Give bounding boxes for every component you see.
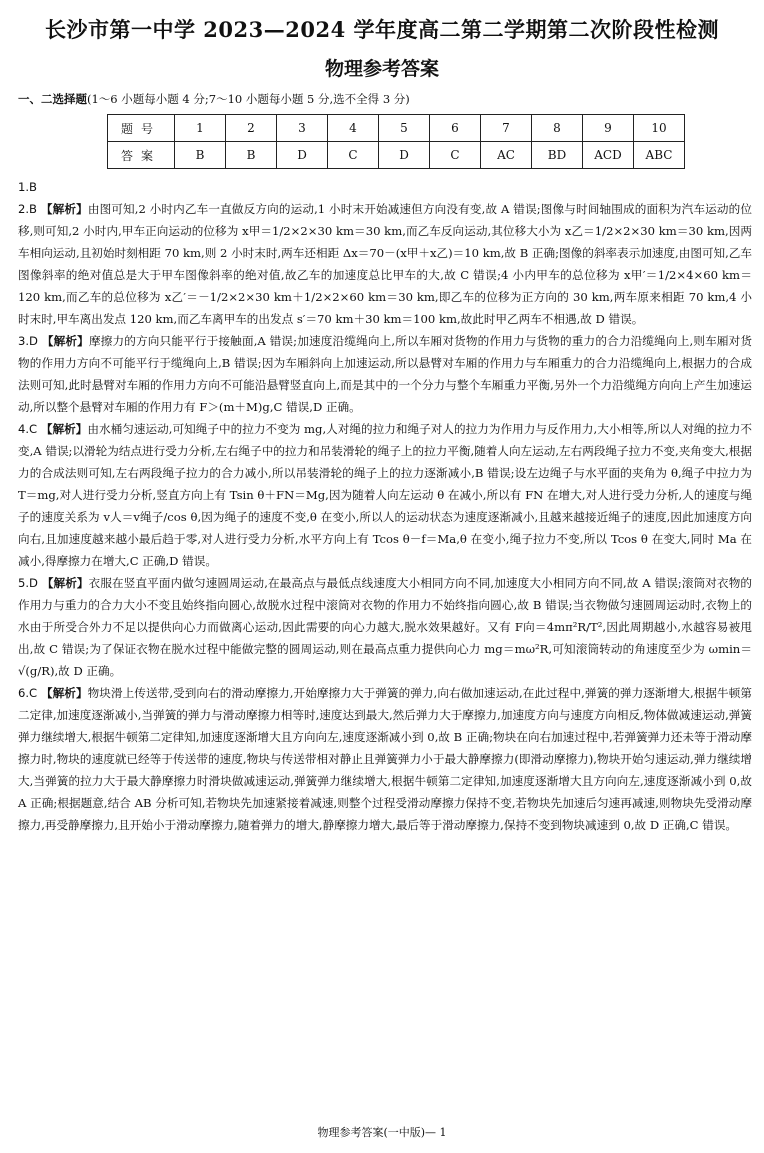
question-answer: 3.D: [18, 334, 38, 348]
explanation-item: [18, 330, 752, 418]
analysis-tag: 【解析】: [41, 576, 89, 590]
question-answer: 4.C: [18, 422, 38, 436]
answer-cell: C: [430, 142, 481, 169]
explanation-text: 由水桶匀速运动,可知绳子中的拉力不变为 mg,人对绳的拉力和绳子对人的拉力为作用力与反作用力,大小相等,所以人对绳的拉力不变,A 错误;以滑轮为结点进行受力分析,左右绳子中的拉力和吊装滑轮的绳子上的拉力平衡,随着人向左运动,左右两段绳子拉力不变,夹角变大,根据力的合成法则可知,左右两段绳子拉力的合力减小,所以吊装滑轮的绳子上的拉力逐渐减小,B 错误;设左边绳子与水平面的夹角为 θ,绳子中拉力为 T＝mg,对人进行受力分析,竖直方向上有 Tsin θ＋FN＝Mg,因为随着人向左运动 θ 在减小,所以有 FN 在增大,对人进行受力分析,人的速度与绳子的速度关系为 v人＝v绳子/cos θ,因为绳子的速度不变,θ 在变小,所以人的运动状态为速度逐渐减小,且越来越接近绳子的速度,因此加速度方向向右,且加速度越来越小最后趋于零,对人进行受力分析,水平方向上有 Tcos θ－f＝Ma,θ 在变小,绳子拉力不变,所以 Tcos θ 在变大,同时 Ma 在减小,得摩擦力在增大,C 正确,D 错误。: [18, 422, 752, 568]
question-number: 8: [532, 115, 583, 142]
explanation-item: [18, 682, 752, 836]
explanations: [18, 176, 752, 836]
question-number: 6: [430, 115, 481, 142]
explanation-text: 摩擦力的方向只能平行于接触面,A 错误;加速度沿缆绳向上,所以车厢对货物的作用力与货物的重力的合力沿缆绳向上,则车厢对货物的作用力方向不可能平行于缆绳向上,B 错误;因为车厢斜向上加速运动,所以悬臂对车厢的作用力与车厢重力的合力沿缆绳向上,根据力的合成法则可知,此时悬臂对车厢的作用力方向不可能沿悬臂竖直向上,而是其中的一个分力与整个车厢重力平衡,另外一个力沿缆绳方向向上产生加速运动,所以整个悬臂对车厢的作用力有 F＞(m＋M)g,C 错误,D 正确。: [18, 334, 752, 414]
question-number: 5: [379, 115, 430, 142]
answer-row: [108, 142, 685, 169]
page-subtitle: 物理参考答案: [324, 58, 439, 80]
answer-cell: D: [379, 142, 430, 169]
question-answer: 6.C: [18, 686, 38, 700]
answer-cell: AC: [481, 142, 532, 169]
page-footer: 物理参考答案(一中版)— 1: [317, 1126, 447, 1139]
analysis-tag: 【解析】: [40, 422, 88, 436]
question-number: 2: [226, 115, 277, 142]
section-title: 一、二选择题: [18, 92, 87, 106]
analysis-tag: 【解析】: [41, 334, 89, 348]
answer-cell: B: [175, 142, 226, 169]
row-label-number: 题号: [108, 115, 175, 142]
answer-cell: BD: [532, 142, 583, 169]
question-number: 7: [481, 115, 532, 142]
question-answer: 1.B: [18, 180, 38, 194]
section-heading: [18, 91, 410, 107]
question-number: 10: [634, 115, 685, 142]
answer-table: [107, 114, 685, 169]
explanation-item: [18, 176, 752, 198]
explanation-item: [18, 572, 752, 682]
question-number: 9: [583, 115, 634, 142]
analysis-tag: 【解析】: [40, 686, 88, 700]
explanation-item: [18, 418, 752, 572]
analysis-tag: 【解析】: [40, 202, 88, 216]
question-number: 4: [328, 115, 379, 142]
explanation-text: 物块滑上传送带,受到向右的滑动摩擦力,开始摩擦力大于弹簧的弹力,向右做加速运动,在此过程中,弹簧的弹力逐渐增大,根据牛顿第二定律,加速度逐渐减小,当弹簧的弹力与滑动摩擦力相等时,速度达到最大,然后弹力大于摩擦力,加速度方向与速度方向相反,物体做减速运动,弹簧弹力继续增大,根据牛顿第二定律知,加速度逐渐增大且方向向左,速度逐渐减小到 0,故 B 正确;物块在向右加速过程中,若弹簧弹力还未等于滑动摩擦力时,物块的速度就已经等于传送带的速度,物块与传送带相对静止且弹簧弹力小于最大静摩擦力(即滑动摩擦力),物块开始匀速运动,弹力继续增大,当弹簧的拉力大于最大静摩擦力时滑块做减速运动,弹簧弹力继续增大,根据牛顿第二定律知,加速度逐渐增大且方向向左,速度逐渐减小到 0,故 A 正确;根据题意,结合 AB 分析可知,若物块先加速紧接着减速,则整个过程受滑动摩擦力保持不变,若物块先加速后匀速再减速,则物块先受滑动摩擦力,再受静摩擦力,且开始小于滑动摩擦力,随着弹力的增大,静摩擦力增大,最后等于滑动摩擦力,保持不变到物块减速到 0,故 D 正确,C 错误。: [18, 686, 752, 832]
question-number: 3: [277, 115, 328, 142]
question-answer: 5.D: [18, 576, 38, 590]
explanation-text: 衣服在竖直平面内做匀速圆周运动,在最高点与最低点线速度大小相同方向不同,加速度大小相同方向不同,故 A 错误;滚筒对衣物的作用力与重力的合力大小不变且始终指向圆心,故脱水过程中滚筒对衣物的作用力不始终指向圆心,故 B 错误;当衣物做匀速圆周运动时,衣物上的水由于所受合外力不足以提供向心力而做离心运动,因此需要的向心力越大,脱水效果越好。又有 F向＝4mπ²R/T²,因此周期越小,水越容易被甩出,故 C 错误;为了保证衣物在脱水过程中能做完整的圆周运动,则在最高点重力提供向心力 mg＝mω²R,可知滚筒转动的角速度至少为 ωmin＝√(g/R),故 D 正确。: [18, 576, 752, 678]
answer-cell: D: [277, 142, 328, 169]
answer-cell: B: [226, 142, 277, 169]
section-note: (1～6 小题每小题 4 分;7～10 小题每小题 5 分,选不全得 3 分): [87, 92, 410, 106]
question-number-row: [108, 115, 685, 142]
explanation-item: [18, 198, 752, 330]
explanation-text: 由图可知,2 小时内乙车一直做反方向的运动,1 小时末开始减速但方向没有变,故 A 错误;图像与时间轴围成的面积为汽车运动的位移,则可知,2 小时内,甲车正向运动的位移为 x甲＝1/2×2×30 km＝30 km,而乙车反向运动,其位移大小为 x乙＝1/2×2×30 km＝30 km,因两车相向运动,且初始时刻相距 70 km,则 2 小时末时,两车还相距 Δx＝70－(x甲＋x乙)＝10 km,故 B 正确;图像的斜率表示加速度,由图可知,乙车图像斜率的绝对值总是大于甲车图像斜率的绝对值,故乙车的加速度总比甲车的大,故 C 错误;4 小内甲车的总位移为 x甲′＝1/2×4×60 km＝120 km,而乙车的总位移为 x乙′＝－1/2×2×30 km＋1/2×2×60 km＝30 km,即乙车的位移为正方向的 30 km,两车原来相距 70 km,4 小时末时,甲车离出发点 120 km,而乙车离甲车的出发点 s′＝70 km＋30 km＝100 km,故此时甲乙两车不相遇,故 D 错误。: [18, 202, 752, 326]
question-number: 1: [175, 115, 226, 142]
answer-cell: C: [328, 142, 379, 169]
question-answer: 2.B: [18, 202, 38, 216]
answer-cell: ABC: [634, 142, 685, 169]
page-title: 长沙市第一中学 2023—2024 学年度高二第二学期第二次阶段性检测: [44, 17, 719, 42]
row-label-answer: 答案: [108, 142, 175, 169]
answer-cell: ACD: [583, 142, 634, 169]
